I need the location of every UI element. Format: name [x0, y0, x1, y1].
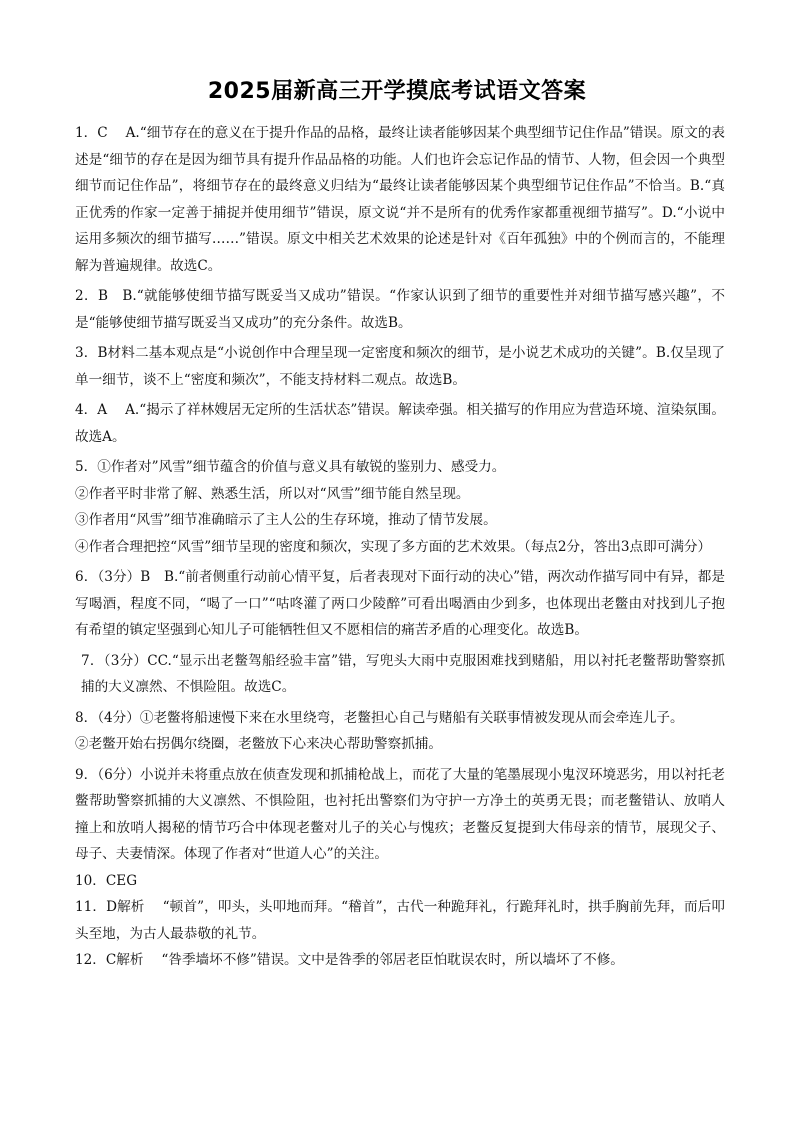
- answer-9: 9．（6分）小说并未将重点放在侦查发现和抓捕枪战上，而花了大量的笔墨展现小鬼汊环境恶劣，用以衬托老鳖帮助警察抓捕的大义凛然、不惧险阻，也衬托出警察们为守护一方净土的英勇无畏；而老鳖错认、放哨人撞上和放哨人揭秘的情节巧合中体现老鳖对儿子的关心与愧疚；老鳖反复提到大伟母亲的情节，展现父子、母子、夫妻情深。体现了作者对“世道人心”的关注。: [75, 766, 725, 862]
- answer-4: 4．A A.“揭示了祥林嫂居无定所的生活状态”错误。解读牵强。相关描写的作用应为营造环境、渲染氛围。故选A。: [75, 402, 725, 445]
- answer-11: 11．D解析 “顿首”，叩头，头叩地而拜。“稽首”，古代一种跪拜礼，行跪拜礼时，拱手胸前先拜，而后叩头至地，为古人最恭敬的礼节。: [75, 899, 725, 942]
- answer-body: [75, 120, 725, 974]
- answer-7: 7．（3分）CC.“显示出老鳖驾船经验丰富”错，写兜头大雨中克服困难找到赌船，用以衬托老鳖帮助警察抓捕的大义凛然、不惧险阻。故选C。: [81, 652, 725, 695]
- answer-5-point-4: ④作者合理把控“风雪”细节呈现的密度和频次，实现了多方面的艺术效果。（每点2分，答出3点即可满分）: [75, 538, 712, 555]
- answer-12: 12．C解析 “咎季墙坏不修”错误。文中是咎季的邻居老臣怕耽误农时，所以墙坏了不修。: [75, 952, 624, 968]
- answer-5-point-2: ②作者平时非常了解、熟悉生活，所以对“风雪”细节能自然呈现。: [75, 485, 470, 502]
- answer-8-point-2: ②老鳖开始右拐偶尔绕圈，老鳖放下心来决心帮助警察抓捕。: [75, 736, 443, 752]
- answer-8-point-1: 8．（4分）①老鳖将船速慢下来在水里绕弯，老鳖担心自己与赌船有关联事情被发现从而会牵连儿子。: [75, 709, 684, 726]
- answer-6: 6．（3分）B B.“前者侧重行动前心情平复，后者表现对下面行动的决心”错，两次动作描写同中有异，都是写喝酒，程度不同，“喝了一口”“咕咚灌了两口少陵醉”可看出喝酒由少到多，也体现出老鳖由对找到儿子抱有希望的镇定坚强到心知儿子可能牺牲但又不愿相信的痛苦矛盾的心理变化。故选B。: [75, 569, 725, 638]
- answer-5-point-1: 5．①作者对”风雪”细节蕴含的价值与意义具有敏锐的鉴别力、感受力。: [75, 459, 506, 475]
- answer-5-point-3: ③作者用“风雪”细节准确暗示了主人公的生存环境，推动了情节发展。: [75, 512, 497, 528]
- answer-3: 3．B材料二基本观点是“小说创作中合理呈现一定密度和频次的细节，是小说艺术成功的关键”。B.仅呈现了单一细节，谈不上“密度和频次”，不能支持材料二观点。故选B。: [75, 345, 725, 388]
- page-title: 2025届新高三开学摸底考试语文答案: [207, 79, 587, 104]
- answer-10: 10．CEG: [75, 872, 138, 889]
- answer-2: 2．B B.“就能够使细节描写既妥当又成功”错误。“作家认识到了细节的重要性并对细节描写感兴趣”，不是“能够使细节描写既妥当又成功”的充分条件。故选B。: [75, 288, 725, 331]
- answer-1: 1．C A.“细节存在的意义在于提升作品的品格，最终让读者能够因某个典型细节记住作品”错误。原文的表述是“细节的存在是因为细节具有提升作品品格的功能。人们也许会忘记作品的情节、人物，但会因一个典型细节而记住作品”，将细节存在的最终意义归结为“最终让读者能够因某个典型细节记住作品”不恰当。B.“真正优秀的作家一定善于捕捉并使用细节”错误，原文说“并不是所有的优秀作家都重视细节描写”。D.“小说中运用多频次的细节描写……”错误。原文中相关艺术效果的论述是针对《百年孤独》中的个例而言的，不能理解为普遍规律。故选C。: [75, 125, 725, 274]
